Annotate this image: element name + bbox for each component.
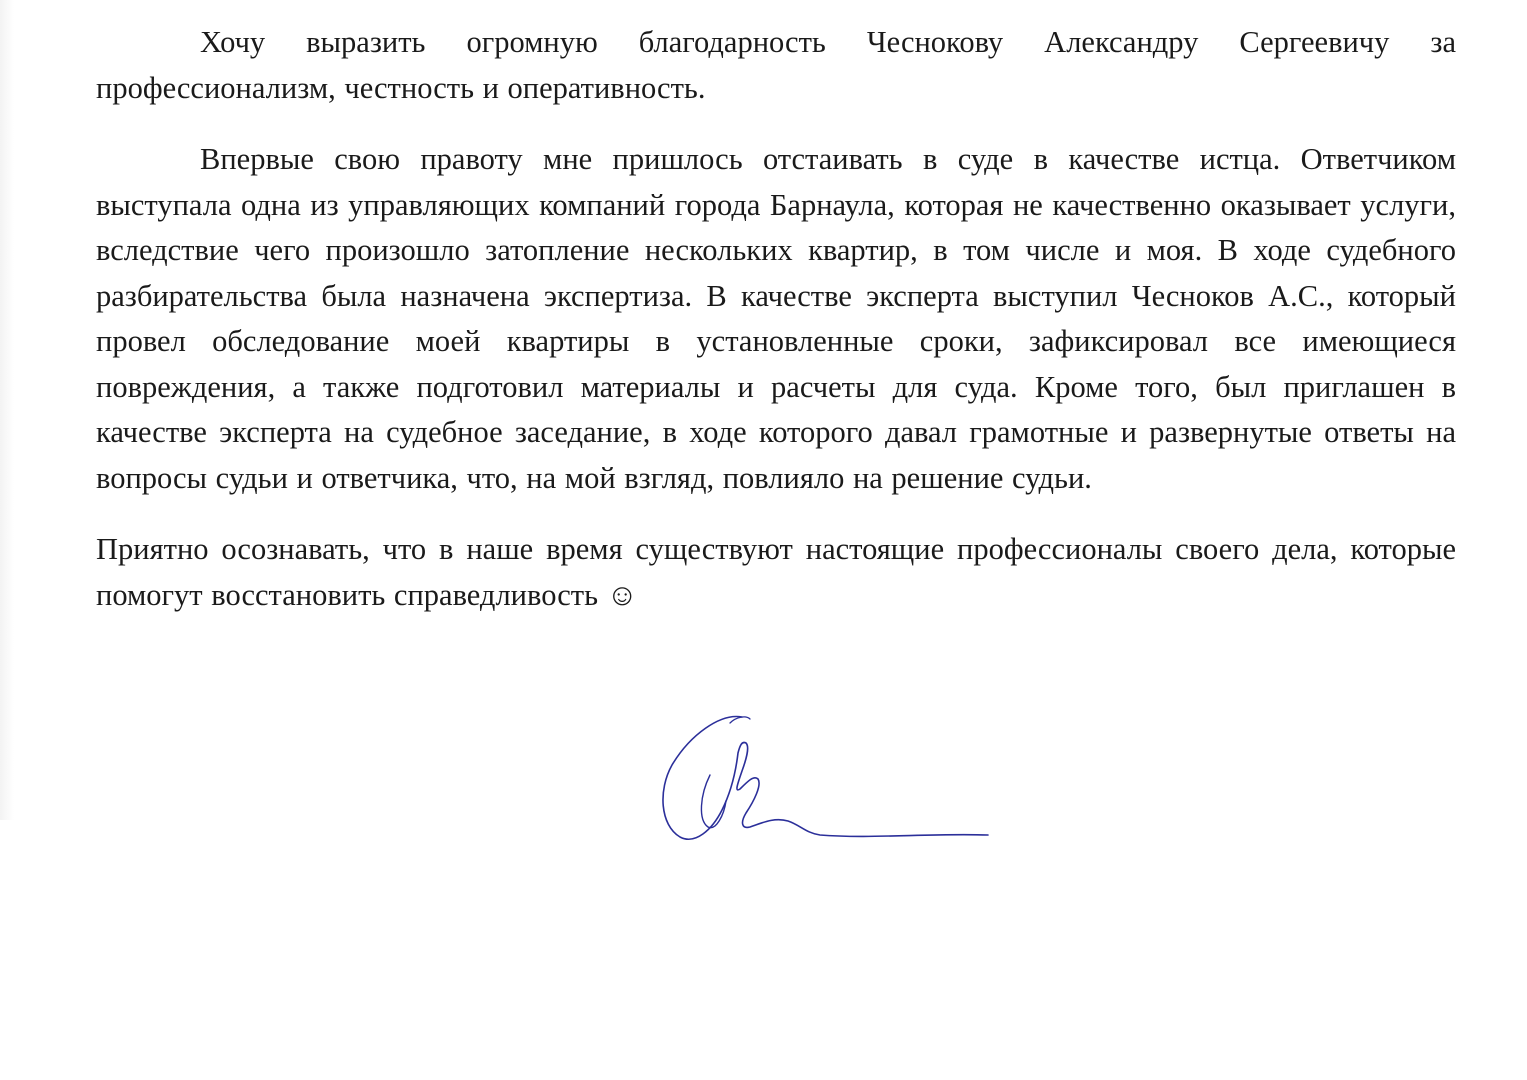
- paragraph-gratitude: Хочу выразить огромную благодарность Чеснокову Александру Сергеевичу за профессионализм, честность и оперативность.: [96, 25, 1456, 105]
- paragraph-court-case: Впервые свою правоту мне пришлось отстаивать в суде в качестве истца. Ответчиком выступала одна из управляющих компаний города Барнаула, которая не качественно оказывает услуги, вследствие чего произошло затопление нескольких квартир, в том числе и моя. В ходе судебного разбирательства была назначена экспертиза. В качестве эксперта выступил Чесноков А.С., который провел обследование моей квартиры в установленные сроки, зафиксировал все имеющиеся повреждения, а также подготовил материалы и расчеты для суда. Кроме того, был приглашен в качестве эксперта на судебное заседание, в ходе которого давал грамотные и развернутые ответы на вопросы судьи и ответчика, что, на мой взгляд, повлияло на решение судьи.: [96, 142, 1456, 495]
- letter-body: [96, 20, 1456, 618]
- handwritten-signature: [650, 705, 1000, 855]
- scan-edge-shadow: [0, 0, 14, 820]
- paragraph-closing: Приятно осознавать, что в наше время существуют настоящие профессионалы своего дела, которые помогут восстановить справедливость ☺: [96, 532, 1456, 612]
- signature-icon: [650, 705, 1000, 855]
